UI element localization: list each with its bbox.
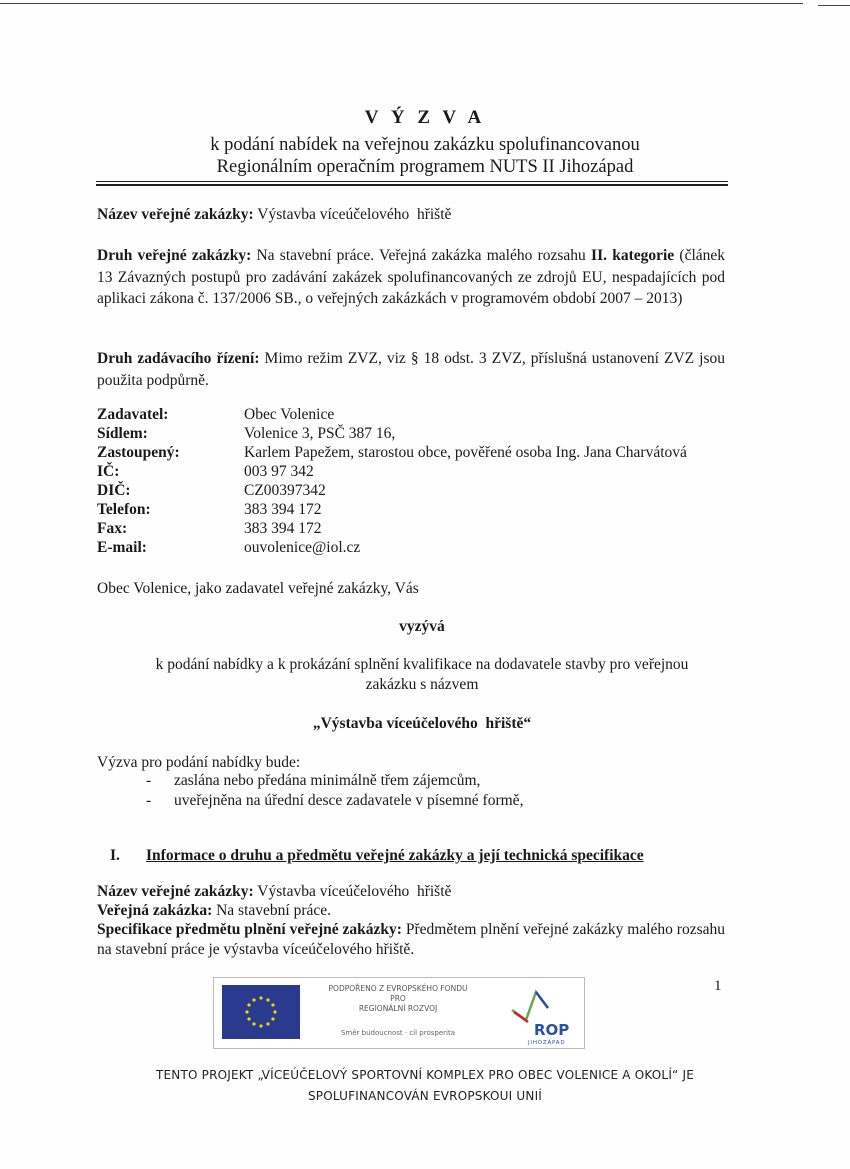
logo-motto: Směr budoucnost · cíl prosperita bbox=[340, 1029, 456, 1037]
page-number: 1 bbox=[714, 978, 722, 994]
contract-type-category: II. kategorie bbox=[591, 247, 675, 264]
delivery-list bbox=[146, 771, 523, 811]
phone-value: 383 394 172 bbox=[244, 501, 322, 518]
invitation-verb: vyzývá bbox=[399, 618, 445, 635]
header-rule-thick bbox=[96, 184, 728, 186]
logo-line1: PODPOŘENO Z EVROPSKÉHO FONDU bbox=[328, 984, 468, 993]
section1-name-label: Název veřejné zakázky: bbox=[97, 883, 254, 900]
section1-spec-paragraph bbox=[97, 920, 725, 960]
seat-row bbox=[97, 424, 737, 443]
section-title: Informace o druhu a předmětu veřejné zakázky a její technická specifikace bbox=[146, 847, 644, 864]
document-subtitle-line1: k podání nabídek na veřejnou zakázku spolufinancovanou bbox=[210, 135, 640, 155]
document-title: V Ý Z V A bbox=[364, 107, 486, 128]
procedure-value: Mimo režim ZVZ, viz § 18 odst. 3 ZVZ, příslušná ustanovení ZVZ jsou použita podpůrně. bbox=[97, 350, 725, 389]
procedure-paragraph bbox=[97, 348, 725, 391]
phone-row bbox=[97, 500, 737, 519]
email-label: E-mail: bbox=[97, 539, 147, 556]
eu-rop-logo-banner bbox=[213, 977, 585, 1049]
procedure-label: Druh zadávacího řízení: bbox=[97, 350, 260, 367]
fax-row bbox=[97, 519, 737, 538]
invitation-quoted-title: „Výstavba víceúčelového hřiště“ bbox=[312, 715, 532, 732]
delivery-intro: Výzva pro podání nabídky bude: bbox=[97, 754, 301, 771]
represented-value: Karlem Papežem, starostou obce, pověřené osoba Ing. Jana Charvátová bbox=[244, 444, 687, 461]
fax-value: 383 394 172 bbox=[244, 520, 322, 537]
contract-type-paragraph bbox=[97, 245, 725, 310]
eu-stars-icon bbox=[222, 985, 300, 1039]
fax-label: Fax: bbox=[97, 520, 128, 537]
section1-spec-label: Specifikace předmětu plnění veřejné zakázky: bbox=[97, 921, 402, 938]
footer-line1: TENTO PROJEKT „VÍCEÚČELOVÝ SPORTOVNÍ KOMPLEX PRO OBEC VOLENICE A OKOLÍ“ JE bbox=[155, 1068, 695, 1082]
represented-row bbox=[97, 443, 737, 462]
header-rule-thin bbox=[96, 181, 728, 182]
contract-name-label: Název veřejné zakázky: bbox=[97, 206, 254, 223]
rop-arrow-icon bbox=[504, 980, 580, 1046]
section1-public-value: Na stavební práce. bbox=[216, 902, 332, 919]
seat-label: Sídlem: bbox=[97, 425, 148, 442]
section1-public-line bbox=[97, 901, 725, 920]
top-border-line bbox=[0, 3, 803, 4]
email-value: ouvolenice@iol.cz bbox=[244, 539, 361, 556]
delivery-list-item: - uveřejněna na úřední desce zadavatele v písemné formě, bbox=[146, 792, 524, 809]
contract-name-line bbox=[97, 204, 725, 226]
ic-label: IČ: bbox=[97, 463, 120, 480]
rop-logo bbox=[504, 980, 580, 1046]
section1-name-line bbox=[97, 882, 725, 901]
contract-type-detail: (článek 13 Závazných postupů pro zadávání zakázek spolufinancovaných ze zdrojů EU, nespadajících pod aplikaci zákona č. 137/2006 SB., o veřejných zakázkách v programovém období 2007 – 2013) bbox=[97, 247, 726, 307]
invitation-intro: Obec Volenice, jako zadavatel veřejné zakázky, Vás bbox=[97, 580, 419, 597]
rop-text: ROP bbox=[534, 1021, 570, 1039]
section1-name-value: Výstavba víceúčelového hřiště bbox=[257, 883, 452, 900]
footer-line2: SPOLUFINANCOVÁN EVROPSKOUI UNIÍ bbox=[307, 1089, 543, 1103]
invitation-purpose-line2: zakázku s názvem bbox=[365, 676, 479, 693]
logo-line3: REGIONÁLNÍ ROZVOJ bbox=[358, 1004, 438, 1013]
represented-label: Zastoupený: bbox=[97, 444, 180, 461]
section1-spec-value: Předmětem plnění veřejné zakázky malého rozsahu na stavební práce je výstavba víceúčelového hřiště. bbox=[97, 921, 726, 958]
phone-label: Telefon: bbox=[97, 501, 151, 518]
authority-label: Zadavatel: bbox=[97, 406, 169, 423]
contract-type-label: Druh veřejné zakázky: bbox=[97, 247, 252, 264]
contract-type-value: Na stavební práce. Veřejná zakázka malého rozsahu bbox=[256, 247, 586, 264]
dic-row bbox=[97, 481, 737, 500]
section1-public-label: Veřejná zakázka: bbox=[97, 902, 213, 919]
logo-line2: PRO bbox=[390, 994, 406, 1003]
ic-value: 003 97 342 bbox=[244, 463, 314, 480]
logo-caption bbox=[306, 984, 490, 1014]
ic-row bbox=[97, 462, 737, 481]
email-row bbox=[97, 538, 737, 557]
contract-name-value: Výstavba víceúčelového hřiště bbox=[257, 206, 452, 223]
rop-subtext: JIHOZÁPAD bbox=[528, 1040, 566, 1046]
delivery-list-item: - zaslána nebo předána minimálně třem zájemcům, bbox=[146, 772, 481, 789]
authority-row bbox=[97, 405, 737, 424]
delivery-item-text: uveřejněna na úřední desce zadavatele v písemné formě, bbox=[174, 792, 524, 809]
dic-label: DIČ: bbox=[97, 482, 131, 499]
top-border-line-right bbox=[818, 5, 850, 6]
document-subtitle-line2: Regionálním operačním programem NUTS II Jihozápad bbox=[216, 157, 634, 177]
authority-value: Obec Volenice bbox=[244, 406, 335, 423]
eu-flag-icon bbox=[222, 985, 300, 1039]
section-number: I. bbox=[110, 847, 120, 864]
delivery-item-text: zaslána nebo předána minimálně třem zájemcům, bbox=[174, 772, 481, 789]
dic-value: CZ00397342 bbox=[244, 482, 326, 499]
seat-value: Volenice 3, PSČ 387 16, bbox=[244, 425, 396, 442]
invitation-purpose-line1: k podání nabídky a k prokázání splnění kvalifikace na dodavatele stavby pro veřejnou bbox=[155, 656, 689, 673]
